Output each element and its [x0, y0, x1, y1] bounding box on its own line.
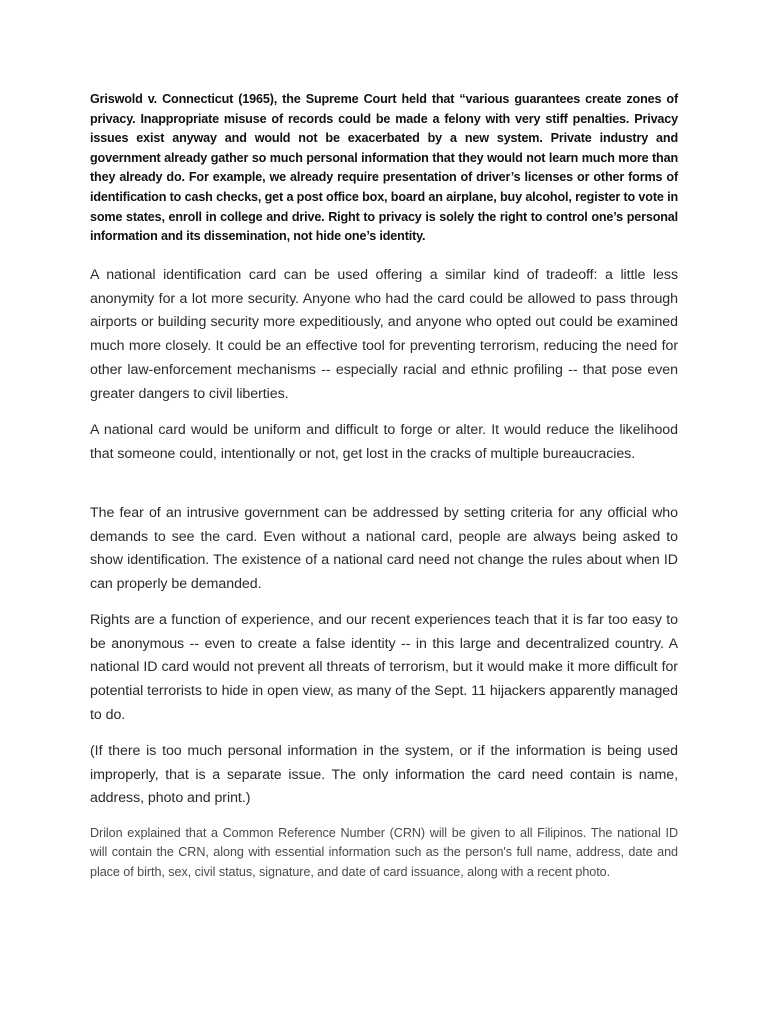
- paragraph-rights-experience: Rights are a function of experience, and our recent experiences teach that it is far too easy to be anonymous -- even to create a false identity -- in this large and decentralized country. A national ID card would not prevent all threats of terrorism, but it would make it more difficult for potential terrorists to hide in open view, as many of the Sept. 11 hijackers apparently managed to do.: [90, 612, 678, 723]
- paragraph-personal-information: (If there is too much personal information in the system, or if the information is being used improperly, that is a separate issue. The only information the card need contain is name, address, photo and print.): [90, 743, 678, 807]
- paragraph-intrusive-government: The fear of an intrusive government can be addressed by setting criteria for any official who demands to see the card. Even without a national card, people are always being asked to show identification. The existence of a national card need not change the rules about when ID can properly be demanded.: [90, 505, 678, 593]
- paragraph-common-reference-number: Drilon explained that a Common Reference Number (CRN) will be given to all Filipinos. The national ID will contain the CRN, along with essential information such as the person's full name, address, date and place of birth, sex, civil status, signature, and date of card issuance, along with a recent photo.: [90, 826, 678, 879]
- paragraph-privacy-precedent: Griswold v. Connecticut (1965), the Supreme Court held that “various guarantees create zones of privacy. Inappropriate misuse of records could be made a felony with very stiff penalties. Privacy issues exist anyway and would not be exacerbated by a new system. Private industry and government already gather so much personal information that they would not learn much more than they already do. For example, we already require presentation of driver’s licenses or other forms of identification to cash checks, get a post office box, board an airplane, buy alcohol, register to vote in some states, enroll in college and drive. Right to privacy is solely the right to control one’s personal information and its dissemination, not hide one’s identity.: [90, 92, 678, 244]
- paragraph-security-tradeoff: A national identification card can be used offering a similar kind of tradeoff: a little less anonymity for a lot more security. Anyone who had the card could be allowed to pass through airports or building security more expeditiously, and anyone who opted out could be examined much more closely. It could be an effective tool for preventing terrorism, reducing the need for other law-enforcement mechanisms -- especially racial and ethnic profiling -- that pose even greater dangers to civil liberties.: [90, 267, 678, 402]
- paragraph-uniform-card: A national card would be uniform and difficult to forge or alter. It would reduce the likelihood that someone could, intentionally or not, get lost in the cracks of multiple bureaucracies.: [90, 422, 678, 462]
